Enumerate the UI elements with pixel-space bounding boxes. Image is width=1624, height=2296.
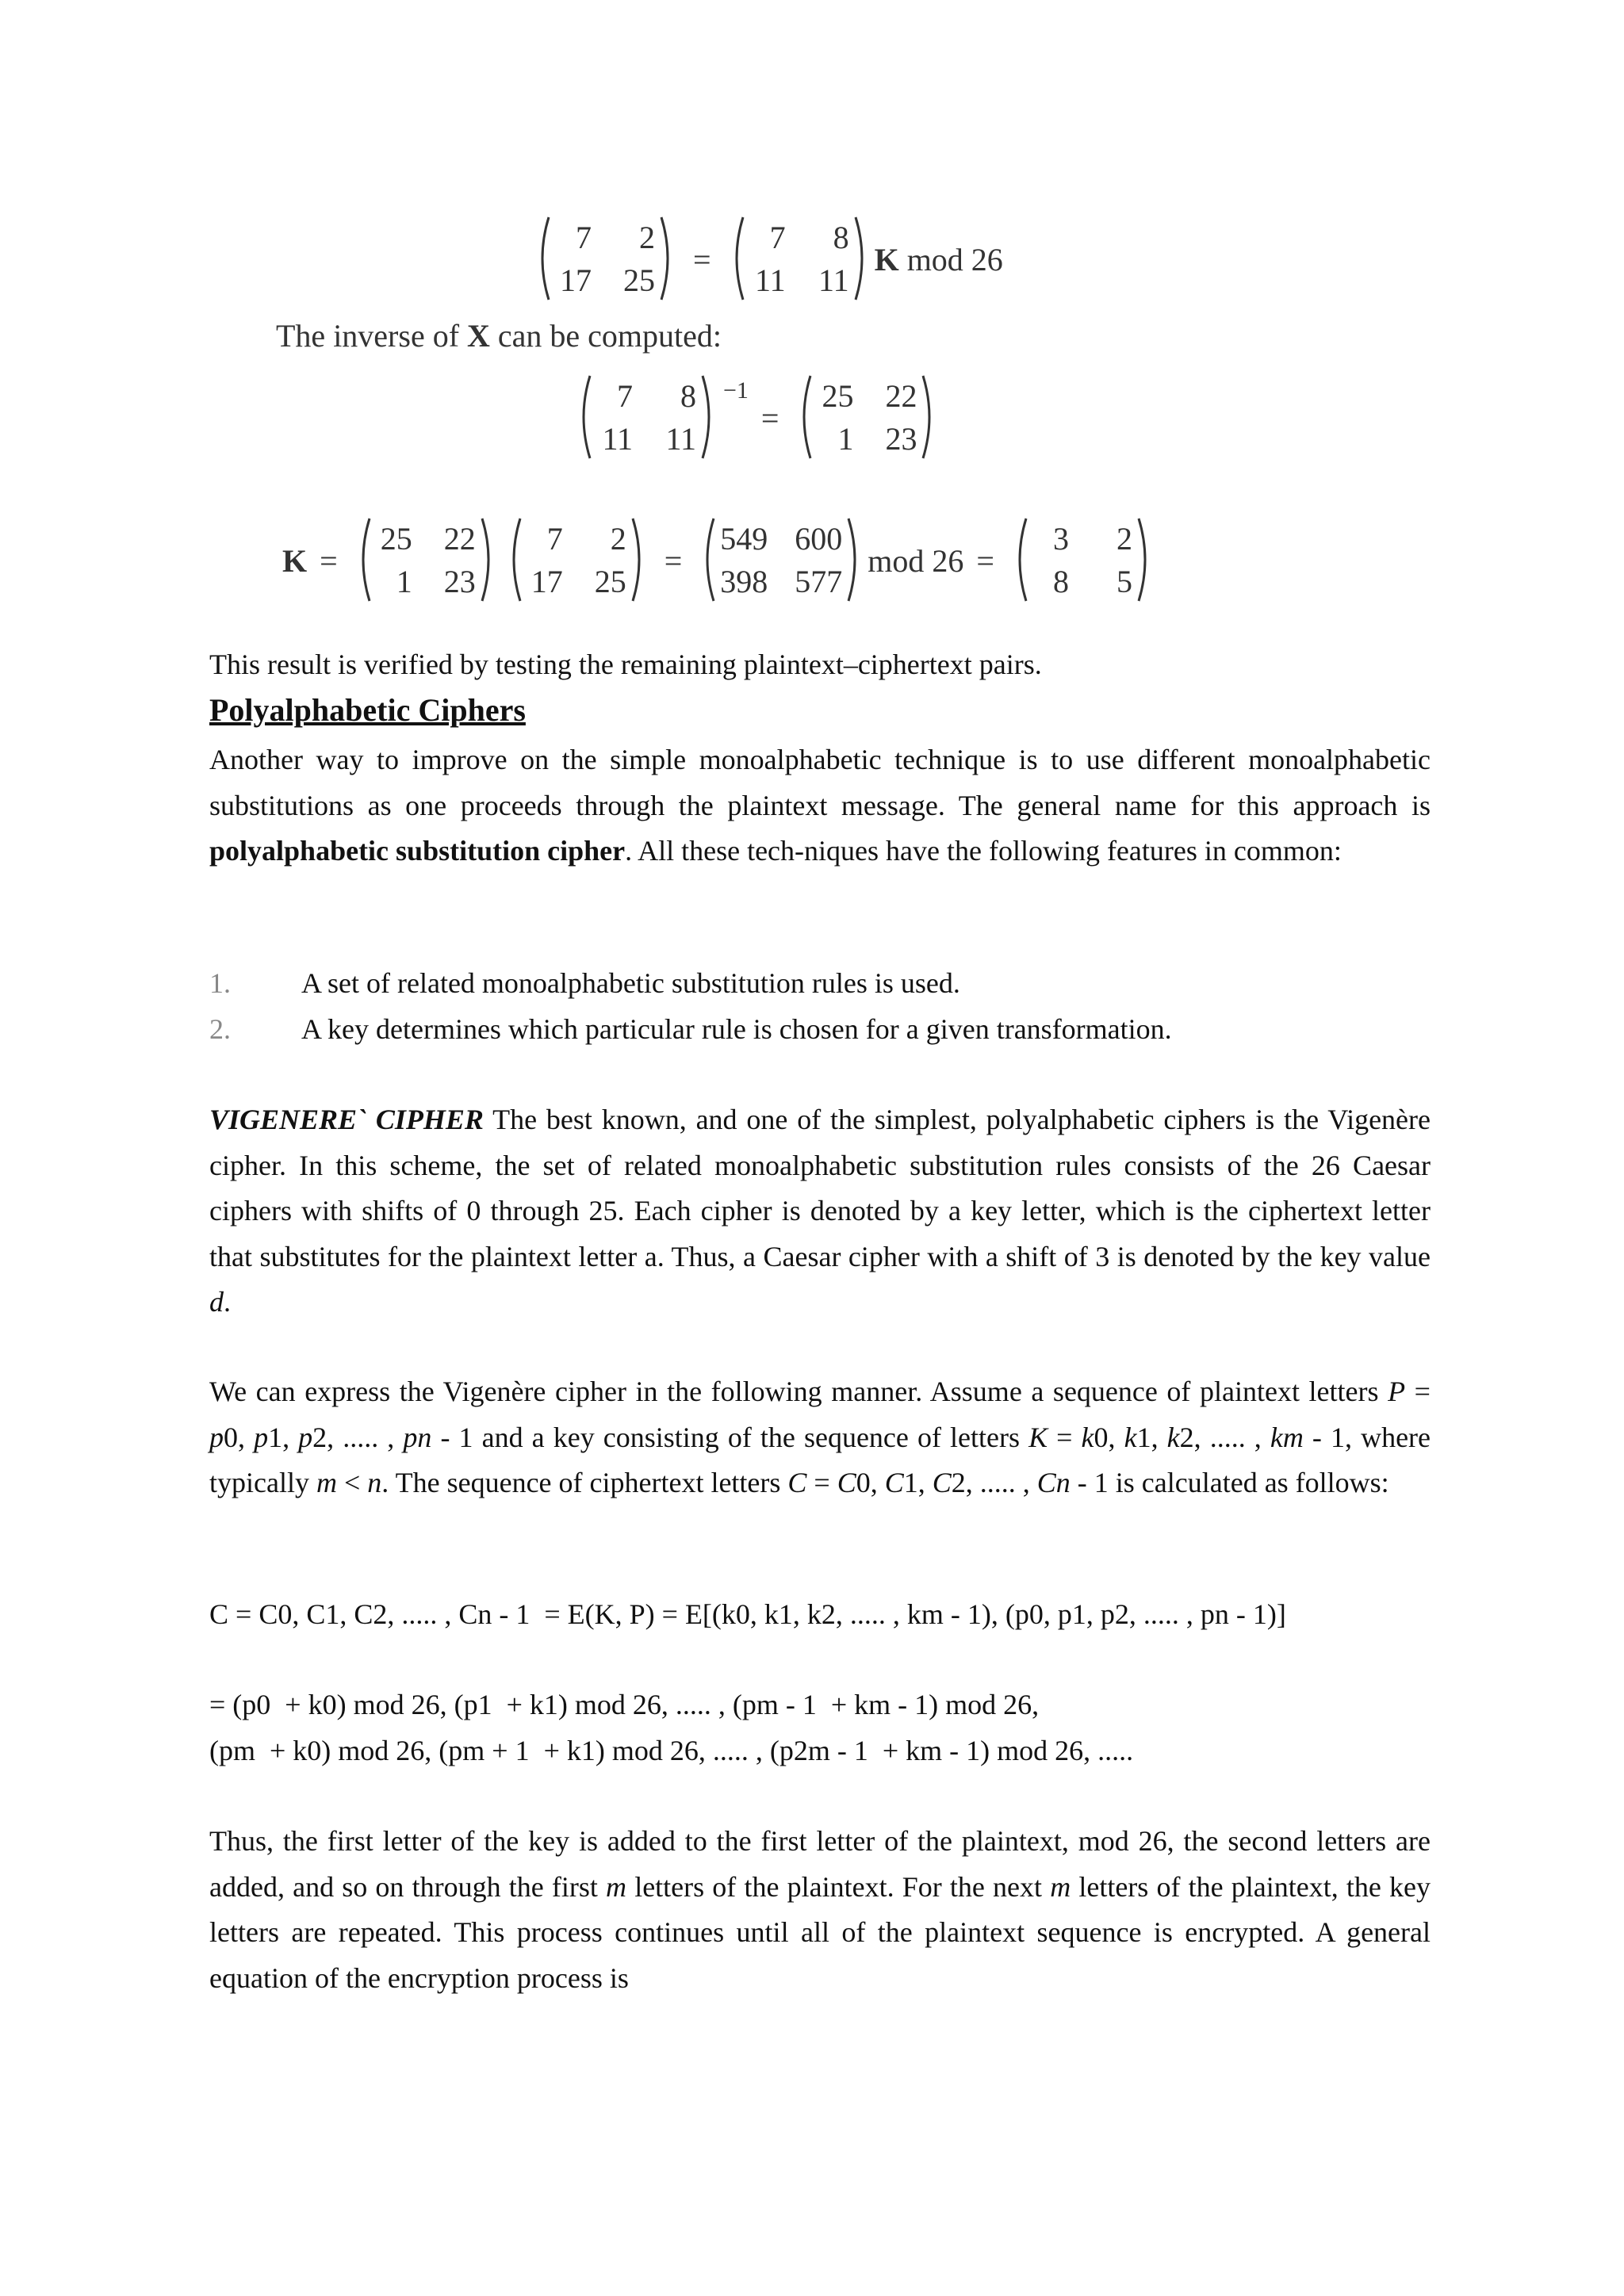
express-paragraph (209, 1369, 1431, 1506)
text-segment: 17 (560, 262, 592, 298)
parenthesis-icon (699, 374, 717, 460)
text-segment: 600 (795, 521, 843, 557)
list-item (209, 1007, 1172, 1053)
inverse-superscript: −1 (723, 377, 749, 404)
text-segment: 23 (443, 564, 476, 599)
matrix-m1 (355, 517, 496, 604)
features-list (209, 961, 1172, 1052)
text-segment: 2 (610, 521, 626, 557)
text-segment: 2, ..... , (1179, 1421, 1270, 1453)
text-segment: - 1 is calculated as follows: (1070, 1467, 1389, 1498)
vigenere-title: VIGENERE` CIPHER (209, 1104, 484, 1135)
matrix-rhs (729, 216, 870, 303)
formula-line-1: C = C0, C1, C2, ..... , Cn - 1 = E(K, P) = E[(k0, k1, k2, ..... , km - 1), (p0, p1, p2, ..... , pn - 1)] (209, 1598, 1286, 1630)
text-segment: letters of the plaintext. For the next (626, 1870, 1051, 1903)
text-segment: We can express the Vigenère cipher in the following manner. Assume a sequence of plaintext letters (209, 1376, 1388, 1407)
text-segment: - 1 and a key consisting of the sequence of letters (431, 1421, 1029, 1453)
text-segment: 25 (822, 378, 854, 414)
matrix-equation-2 (571, 374, 942, 461)
matrix-lhs (534, 216, 676, 303)
matrix-x-inverse (796, 374, 937, 461)
text-segment: k (1124, 1421, 1137, 1453)
parenthesis-icon (852, 216, 870, 301)
text-segment: 577 (795, 564, 843, 599)
key-symbol: K (282, 542, 308, 579)
parenthesis-icon (534, 216, 552, 301)
text-segment: 8 (833, 220, 849, 255)
text-segment: pn (403, 1421, 432, 1453)
mod-text: mod 26 (868, 542, 964, 579)
text-segment: X (467, 318, 490, 354)
text-segment: C (837, 1467, 856, 1498)
parenthesis-icon (845, 517, 863, 603)
text-segment: p (209, 1421, 224, 1453)
text-segment: A key determines which particular rule is chosen for a given transformation. (301, 1012, 1172, 1045)
parenthesis-icon (506, 517, 523, 603)
parenthesis-icon (658, 216, 676, 301)
text-segment: k (1166, 1421, 1180, 1453)
text-segment: 11 (665, 421, 696, 457)
matrix-equation-3 (282, 517, 1158, 604)
text-segment: 22 (443, 521, 476, 557)
text-segment: 25 (594, 564, 626, 599)
text-segment: 2 (639, 220, 655, 255)
text-segment: 1, (268, 1421, 299, 1453)
text-segment: polyalphabetic substitution cipher (209, 835, 626, 867)
parenthesis-icon (920, 374, 937, 460)
parenthesis-icon (630, 517, 647, 603)
text-segment: . The sequence of ciphertext letters (381, 1467, 788, 1498)
text-segment: 1. (209, 967, 231, 999)
text-segment: - 1, where typically (209, 1421, 1431, 1498)
text-segment: m (1050, 1870, 1071, 1903)
text-segment: = (664, 542, 683, 579)
inverse-sentence (276, 317, 722, 354)
text-segment: = (760, 400, 779, 436)
text-segment: C (787, 1467, 807, 1498)
text-segment: = (1405, 1376, 1431, 1407)
parenthesis-icon (355, 517, 373, 603)
text-segment: 2, ..... , (312, 1421, 404, 1453)
text-segment: 1 (396, 564, 412, 599)
text-segment: . All these tech-niques have the following features in common: (625, 835, 1342, 867)
text-segment: P (1388, 1376, 1406, 1407)
matrix-m2 (506, 517, 647, 604)
key-symbol: K (874, 241, 899, 277)
text-segment: k (1081, 1421, 1094, 1453)
text-segment: m (316, 1467, 337, 1498)
parenthesis-icon (1136, 517, 1153, 603)
text-segment: The best known, and one of the simplest, polyalphabetic ciphers is the Vigenère cipher. In this scheme, the set of related monoalphabetic substitution rules consists of the 26 Caesar ciphers with shifts of 0 through 25. Each cipher is denoted by a key letter, which is the ciphertext letter that substitutes for the plaintext letter a. Thus, a Caesar cipher with a shift of 3 is denoted by the key value (209, 1104, 1431, 1272)
text-segment: 22 (885, 378, 917, 414)
text-segment: The inverse of (276, 318, 468, 354)
text-segment: 11 (818, 262, 849, 298)
text-segment: Thus, the first letter of the key is added to the first letter of the plaintext, mod 26, the second letters are added, and so on through the first (209, 1825, 1431, 1903)
intro-paragraph (209, 737, 1431, 874)
text-segment: m (606, 1870, 627, 1903)
vigenere-paragraph (209, 1097, 1431, 1326)
text-segment: 5 (1116, 564, 1132, 599)
text-segment: d (209, 1286, 224, 1318)
text-segment: 7 (576, 220, 592, 255)
text-segment: 1, (1136, 1421, 1167, 1453)
parenthesis-icon (796, 374, 814, 460)
text-segment: 25 (380, 521, 412, 557)
text-segment: C (932, 1467, 952, 1498)
mod-text: mod 26 (898, 241, 1003, 277)
parenthesis-icon (699, 517, 717, 603)
text-segment: letters of the plaintext, the key letters are repeated. This process continues until all of the plaintext sequence is encrypted. A general equation of the encryption process is (209, 1870, 1431, 1994)
formula-line-2: = (p0 + k0) mod 26, (p1 + k1) mod 26, ..... , (pm - 1 + km - 1) mod 26, (209, 1689, 1040, 1720)
text-segment: 8 (680, 378, 696, 414)
text-segment: 3 (1052, 521, 1069, 557)
text-segment: 23 (885, 421, 917, 457)
text-segment: p (254, 1421, 269, 1453)
text-segment: 25 (623, 262, 655, 298)
text-segment: = (806, 1467, 837, 1498)
text-segment: C (884, 1467, 904, 1498)
text-segment: 11 (755, 262, 786, 298)
matrix-m3 (699, 517, 863, 604)
text-segment: 17 (530, 564, 563, 599)
text-segment: = (320, 542, 338, 579)
text-segment: 398 (720, 564, 768, 599)
matrix-x (576, 374, 717, 461)
parenthesis-icon (1012, 517, 1029, 603)
text-segment: Cn (1036, 1467, 1071, 1498)
text-segment: 0, (856, 1467, 885, 1498)
text-segment: < (336, 1467, 368, 1498)
text-segment: p (298, 1421, 313, 1453)
text-segment: = (976, 542, 994, 579)
parenthesis-icon (729, 216, 746, 301)
text-segment: = (1048, 1421, 1082, 1453)
text-segment: 7 (617, 378, 633, 414)
text-segment: 549 (720, 521, 768, 557)
matrix-result (1012, 517, 1153, 604)
verify-paragraph: This result is verified by testing the remaining plaintext–ciphertext pairs. (209, 649, 1042, 680)
text-segment: 7 (546, 521, 563, 557)
closing-paragraph (209, 1819, 1431, 2001)
text-segment: 0, (1094, 1421, 1124, 1453)
parenthesis-icon (576, 374, 593, 460)
text-segment: 2, ..... , (951, 1467, 1037, 1498)
text-segment: n (367, 1467, 382, 1498)
text-segment: km (1270, 1421, 1304, 1453)
text-segment: Another way to improve on the simple monoalphabetic technique is to use different monoalphabetic substitutions as one proceeds through the plaintext message. The general name for this approach is (209, 744, 1431, 821)
text-segment: . (224, 1286, 231, 1318)
text-segment: 2 (1116, 521, 1132, 557)
parenthesis-icon (479, 517, 496, 603)
formula-line-3: (pm + k0) mod 26, (pm + 1 + k1) mod 26, ..... , (p2m - 1 + km - 1) mod 26, ..... (209, 1735, 1134, 1766)
text-segment: A set of related monoalphabetic substitution rules is used. (301, 967, 960, 999)
list-item (209, 961, 1172, 1007)
matrix-equation-1 (530, 216, 1003, 303)
text-segment: 7 (769, 220, 786, 255)
text-segment: can be computed: (489, 318, 722, 354)
text-segment: 0, (224, 1421, 255, 1453)
text-segment: 1 (837, 421, 854, 457)
text-segment: 11 (602, 421, 633, 457)
text-segment: 2. (209, 1012, 231, 1045)
text-segment: K (1028, 1421, 1048, 1453)
text-segment: = (693, 241, 711, 277)
text-segment: 1, (903, 1467, 933, 1498)
section-heading: Polyalphabetic Ciphers (209, 692, 526, 728)
text-segment: 8 (1052, 564, 1069, 599)
